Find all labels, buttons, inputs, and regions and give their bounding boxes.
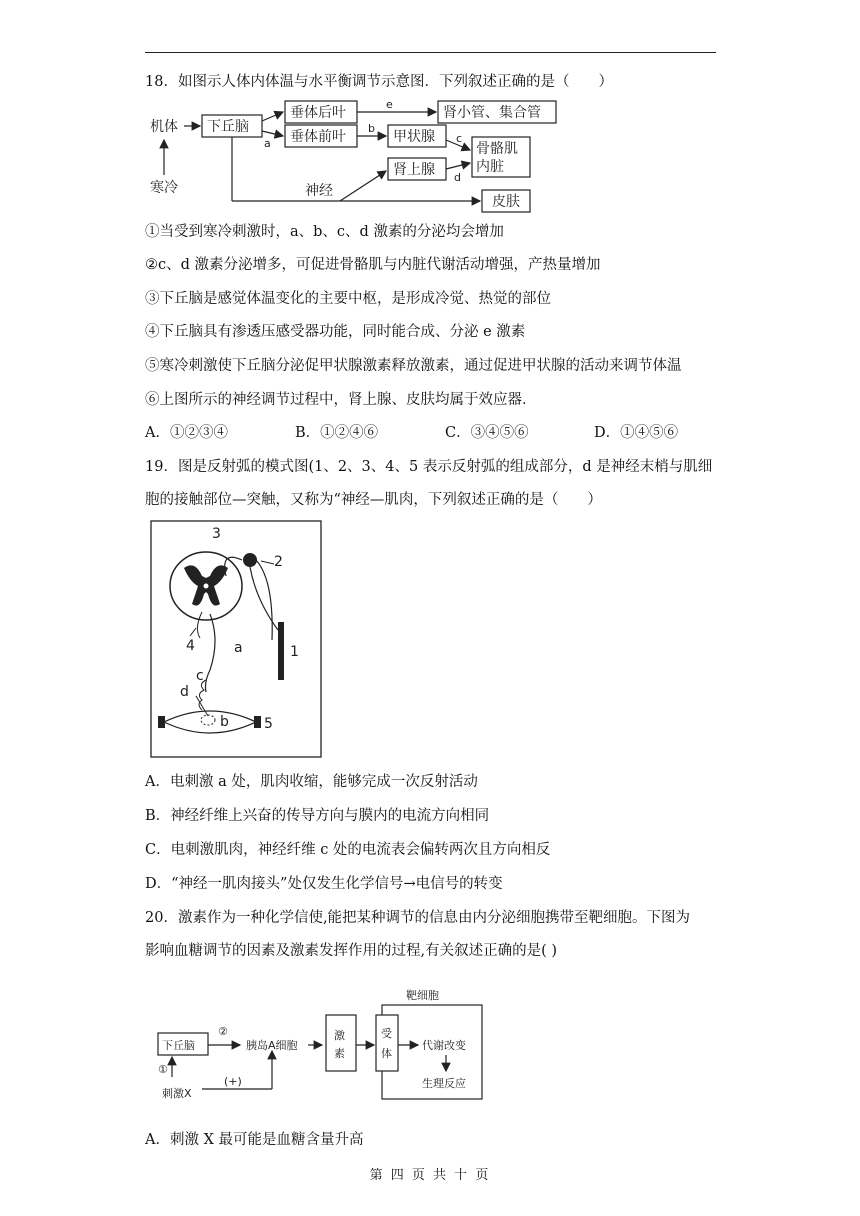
q20-stem-line2: 影响血糖调节的因素及激素发挥作用的过程,有关叙述正确的是( ) bbox=[145, 943, 558, 959]
node-xiaqiunao: 下丘脑 bbox=[207, 119, 249, 135]
node-jisu-1: 激 bbox=[334, 1029, 345, 1042]
node-yidao-a: 胰岛A细胞 bbox=[246, 1039, 298, 1052]
q18-stem: 18．如图示人体内体温与水平衡调节示意图．下列叙述正确的是（ ） bbox=[145, 74, 613, 90]
label-c: c bbox=[196, 668, 204, 684]
label-2: 2 bbox=[274, 554, 283, 570]
q19-option-a: A．电刺激 a 处，肌肉收缩，能够完成一次反射活动 bbox=[145, 774, 478, 790]
node-jiti: 机体 bbox=[150, 119, 178, 135]
label-4: 4 bbox=[186, 638, 195, 654]
q18-statement-1: ①当受到寒冷刺激时，a、b、c、d 激素的分泌均会增加 bbox=[145, 224, 504, 240]
node-chuitiqianye: 垂体前叶 bbox=[290, 129, 346, 145]
node-hanleng: 寒冷 bbox=[150, 180, 178, 196]
q19-option-b: B．神经纤维上兴奋的传导方向与膜内的电流方向相同 bbox=[145, 808, 490, 824]
node-ciji-x: 刺激X bbox=[162, 1087, 192, 1100]
q20-option-a: A．刺激 X 最可能是血糖含量升高 bbox=[145, 1132, 364, 1148]
label-plus: (+) bbox=[224, 1075, 242, 1088]
node-chuitihouye: 垂体后叶 bbox=[290, 105, 346, 121]
label-d: d bbox=[454, 171, 461, 184]
q20-stem-line1: 20．激素作为一种化学信使,能把某种调节的信息由内分泌细胞携带至靶细胞。下图为 bbox=[145, 910, 691, 926]
q19-stem-line1: 19．图是反射弧的模式图(1、2、3、4、5 表示反射弧的组成部分，d 是神经末梢与肌细 bbox=[145, 459, 713, 475]
node-daixie: 代谢改变 bbox=[422, 1039, 466, 1052]
label-1: 1 bbox=[290, 644, 299, 660]
header-rule bbox=[145, 52, 716, 53]
label-3: 3 bbox=[212, 526, 221, 542]
node-xiaqiunao: 下丘脑 bbox=[162, 1039, 195, 1052]
node-ti: 体 bbox=[381, 1047, 392, 1060]
node-shou: 受 bbox=[381, 1027, 392, 1040]
label-circle-1: ① bbox=[158, 1063, 168, 1076]
q18-statement-2: ②c、d 激素分泌增多，可促进骨骼肌与内脏代谢活动增强，产热量增加 bbox=[145, 257, 601, 273]
node-shengli: 生理反应 bbox=[422, 1077, 466, 1090]
label-5: 5 bbox=[264, 716, 273, 732]
q18-statement-6: ⑥上图所示的神经调节过程中，肾上腺、皮肤均属于效应器． bbox=[145, 392, 537, 408]
node-jiazhuangxian: 甲状腺 bbox=[393, 129, 435, 145]
node-gugeji: 骨骼肌 bbox=[476, 141, 518, 157]
node-neizang: 内脏 bbox=[476, 159, 504, 175]
page-footer: 第 四 页 共 十 页 bbox=[369, 1168, 491, 1183]
label-c: c bbox=[456, 132, 463, 145]
q18-option-a: A．①②③④ bbox=[145, 425, 228, 441]
label-circle-2: ② bbox=[218, 1025, 228, 1038]
label-d: d bbox=[180, 684, 189, 700]
node-jisu-2: 素 bbox=[334, 1047, 345, 1060]
q18-statement-4: ④下丘脑具有渗透压感受器功能，同时能合成、分泌 e 激素 bbox=[145, 324, 526, 340]
q20-diagram bbox=[150, 985, 490, 1105]
q18-diagram bbox=[140, 95, 570, 215]
q18-option-b: B．①②④⑥ bbox=[295, 425, 379, 441]
label-e: e bbox=[386, 98, 393, 111]
node-shenxiaoguan: 肾小管、集合管 bbox=[443, 105, 541, 121]
node-shenshangxian: 肾上腺 bbox=[393, 162, 435, 178]
q18-option-c: C．③④⑤⑥ bbox=[445, 425, 529, 441]
q19-stem-line2: 胞的接触部位—突触，又称为“神经—肌肉，下列叙述正确的是（ ） bbox=[145, 492, 602, 508]
label-a: a bbox=[264, 137, 271, 150]
label-a: a bbox=[234, 640, 243, 656]
label-shenjing: 神经 bbox=[305, 183, 333, 199]
node-pifu: 皮肤 bbox=[492, 194, 520, 210]
q18-option-d: D．①④⑤⑥ bbox=[594, 425, 679, 441]
label-b: b bbox=[220, 714, 229, 730]
q18-statement-3: ③下丘脑是感觉体温变化的主要中枢，是形成冷觉、热觉的部位 bbox=[145, 291, 551, 307]
label-target-cell: 靶细胞 bbox=[406, 989, 439, 1002]
q18-statement-5: ⑤寒冷刺激使下丘脑分泌促甲状腺激素释放激素，通过促进甲状腺的活动来调节体温 bbox=[145, 358, 682, 374]
q19-reflex-arc-diagram bbox=[150, 520, 322, 760]
q19-option-d: D．“神经一肌肉接头”处仅发生化学信号→电信号的转变 bbox=[145, 876, 503, 892]
q19-option-c: C．电刺激肌肉，神经纤维 c 处的电流表会偏转两次且方向相反 bbox=[145, 842, 551, 858]
label-b: b bbox=[368, 122, 375, 135]
